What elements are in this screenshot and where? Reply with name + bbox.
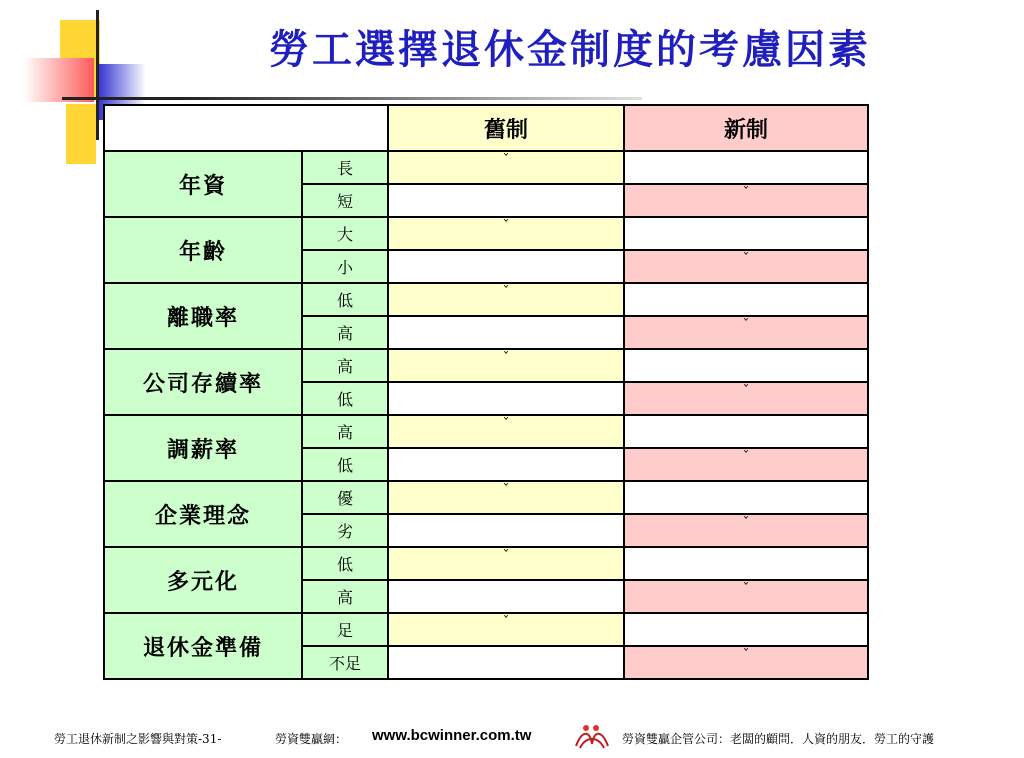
factor-cell: 企業理念	[104, 481, 302, 547]
level-cell: 小	[302, 250, 388, 283]
new-system-cell	[624, 184, 868, 217]
level-cell: 長	[302, 151, 388, 184]
level-cell: 高	[302, 580, 388, 613]
check-mark: ˇ	[502, 283, 510, 300]
corner-yellow-lower	[66, 104, 96, 164]
check-mark: ˇ	[742, 250, 750, 267]
old-system-cell	[388, 580, 624, 613]
level-cell: 不足	[302, 646, 388, 679]
footer	[0, 726, 1024, 750]
new-system-cell	[624, 283, 868, 316]
level-cell: 短	[302, 184, 388, 217]
horizontal-rule	[62, 97, 642, 100]
factor-cell: 離職率	[104, 283, 302, 349]
old-system-cell	[388, 184, 624, 217]
check-mark: ˇ	[742, 646, 750, 663]
table-row	[104, 283, 868, 316]
level-cell: 優	[302, 481, 388, 514]
check-mark: ˇ	[742, 316, 750, 333]
check-mark: ˇ	[742, 514, 750, 531]
old-system-cell	[388, 349, 624, 382]
check-mark: ˇ	[502, 415, 510, 432]
table-row	[104, 613, 868, 646]
table-body	[104, 151, 868, 679]
new-system-cell	[624, 481, 868, 514]
footer-left-text: 勞工退休新制之影響與對策-31-	[54, 732, 222, 746]
page-title: 勞工選擇退休金制度的考慮因素	[269, 26, 871, 73]
old-system-cell	[388, 283, 624, 316]
new-system-cell	[624, 448, 868, 481]
level-cell: 劣	[302, 514, 388, 547]
level-cell: 低	[302, 283, 388, 316]
old-system-cell	[388, 448, 624, 481]
footer-site-link[interactable]: www.bcwinner.com.tw	[372, 727, 532, 744]
table-row	[104, 151, 868, 184]
logo-icon	[572, 722, 612, 755]
check-mark: ˇ	[502, 151, 510, 168]
old-system-cell	[388, 250, 624, 283]
old-system-cell	[388, 514, 624, 547]
new-system-cell	[624, 580, 868, 613]
factor-cell: 公司存續率	[104, 349, 302, 415]
level-cell: 高	[302, 316, 388, 349]
factor-cell: 多元化	[104, 547, 302, 613]
check-mark: ˇ	[742, 580, 750, 597]
old-system-cell	[388, 151, 624, 184]
level-cell: 足	[302, 613, 388, 646]
footer-right-text: 勞資雙贏企管公司：老闆的顧問．人資的朋友．勞工的守護	[622, 732, 935, 746]
new-system-cell	[624, 613, 868, 646]
header-new-system: 新制	[624, 105, 868, 151]
old-system-cell	[388, 646, 624, 679]
level-cell: 低	[302, 547, 388, 580]
check-mark: ˇ	[742, 184, 750, 201]
table-row	[104, 547, 868, 580]
check-mark: ˇ	[502, 481, 510, 498]
check-mark: ˇ	[502, 613, 510, 630]
factor-cell: 年齡	[104, 217, 302, 283]
old-system-cell	[388, 613, 624, 646]
check-mark: ˇ	[502, 349, 510, 366]
new-system-cell	[624, 151, 868, 184]
factor-cell: 退休金準備	[104, 613, 302, 679]
new-system-cell	[624, 514, 868, 547]
old-system-cell	[388, 382, 624, 415]
check-mark: ˇ	[502, 217, 510, 234]
old-system-cell	[388, 415, 624, 448]
check-mark: ˇ	[742, 448, 750, 465]
factor-cell: 調薪率	[104, 415, 302, 481]
level-cell: 低	[302, 382, 388, 415]
table-row	[104, 415, 868, 448]
check-mark: ˇ	[742, 382, 750, 399]
table-row	[104, 481, 868, 514]
new-system-cell	[624, 382, 868, 415]
table-row	[104, 217, 868, 250]
new-system-cell	[624, 349, 868, 382]
new-system-cell	[624, 250, 868, 283]
table-header-row	[104, 105, 868, 151]
old-system-cell	[388, 217, 624, 250]
level-cell: 高	[302, 415, 388, 448]
corner-red-block	[24, 58, 94, 102]
new-system-cell	[624, 415, 868, 448]
old-system-cell	[388, 481, 624, 514]
old-system-cell	[388, 547, 624, 580]
check-mark: ˇ	[502, 547, 510, 564]
table-row	[104, 349, 868, 382]
factor-cell: 年資	[104, 151, 302, 217]
vertical-rule	[96, 10, 99, 140]
new-system-cell	[624, 217, 868, 250]
old-system-cell	[388, 316, 624, 349]
comparison-table	[103, 104, 869, 680]
new-system-cell	[624, 547, 868, 580]
footer-site-prefix: 勞資雙贏網：	[275, 732, 348, 746]
header-old-system: 舊制	[388, 105, 624, 151]
new-system-cell	[624, 316, 868, 349]
level-cell: 大	[302, 217, 388, 250]
new-system-cell	[624, 646, 868, 679]
level-cell: 高	[302, 349, 388, 382]
level-cell: 低	[302, 448, 388, 481]
header-corner	[104, 105, 388, 151]
